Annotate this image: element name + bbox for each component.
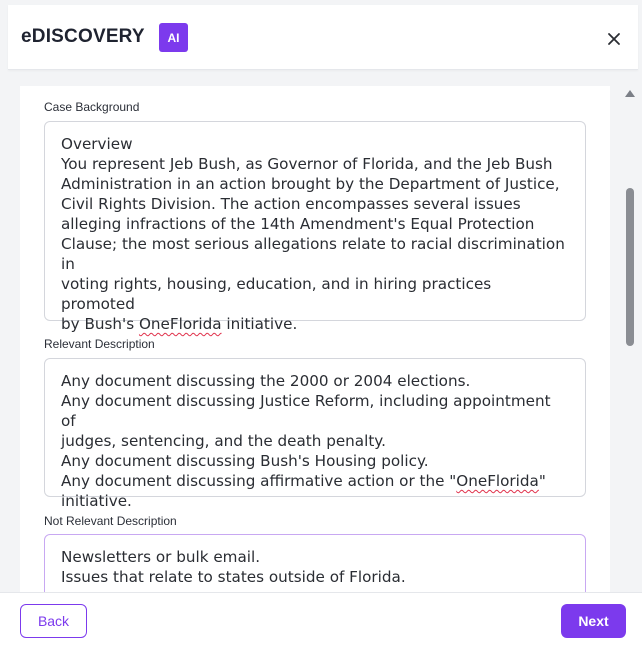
scroll-thumb[interactable]: [626, 188, 634, 346]
footer-bar: [0, 592, 642, 646]
next-button[interactable]: Next: [561, 604, 626, 638]
spellcheck-word: OneFlorida: [138, 315, 222, 333]
spellcheck-word: OneFlorida: [456, 472, 539, 490]
close-button[interactable]: [604, 29, 624, 49]
relevant-description-textarea[interactable]: Any document discussing the 2000 or 2004 elections. Any document discussing Justice Reform, including appointment of judges, sentencing, and the death penalty. Any document discussing Bush's Housing policy. Any document discussing affirmative action or the "OneFlorida" initiative.: [44, 358, 586, 497]
vertical-scrollbar[interactable]: [622, 86, 636, 592]
not-relevant-description-label: Not Relevant Description: [44, 514, 177, 528]
ai-badge: AI: [159, 23, 188, 52]
scroll-up-arrow-icon[interactable]: [625, 90, 635, 97]
case-background-label: Case Background: [44, 100, 140, 114]
close-icon: [604, 29, 624, 49]
form-panel: [20, 86, 610, 592]
relevant-description-label: Relevant Description: [44, 337, 155, 351]
app-title: eDISCOVERY: [21, 26, 145, 47]
not-relevant-description-textarea[interactable]: Newsletters or bulk email. Issues that relate to states outside of Florida.: [44, 534, 586, 624]
back-button[interactable]: Back: [20, 604, 87, 638]
app-header: [8, 5, 638, 70]
case-background-textarea[interactable]: Overview You represent Jeb Bush, as Governor of Florida, and the Jeb Bush Administration in an action brought by the Department of Justice, Civil Rights Division. The action encompasses several issues alleging infractions of the 14th Amendment's Equal Protection Clause; the most serious allegations relate to racial discrimination in voting rights, housing, education, and in hiring practices promoted by Bush's OneFlorida initiative.: [44, 121, 586, 321]
